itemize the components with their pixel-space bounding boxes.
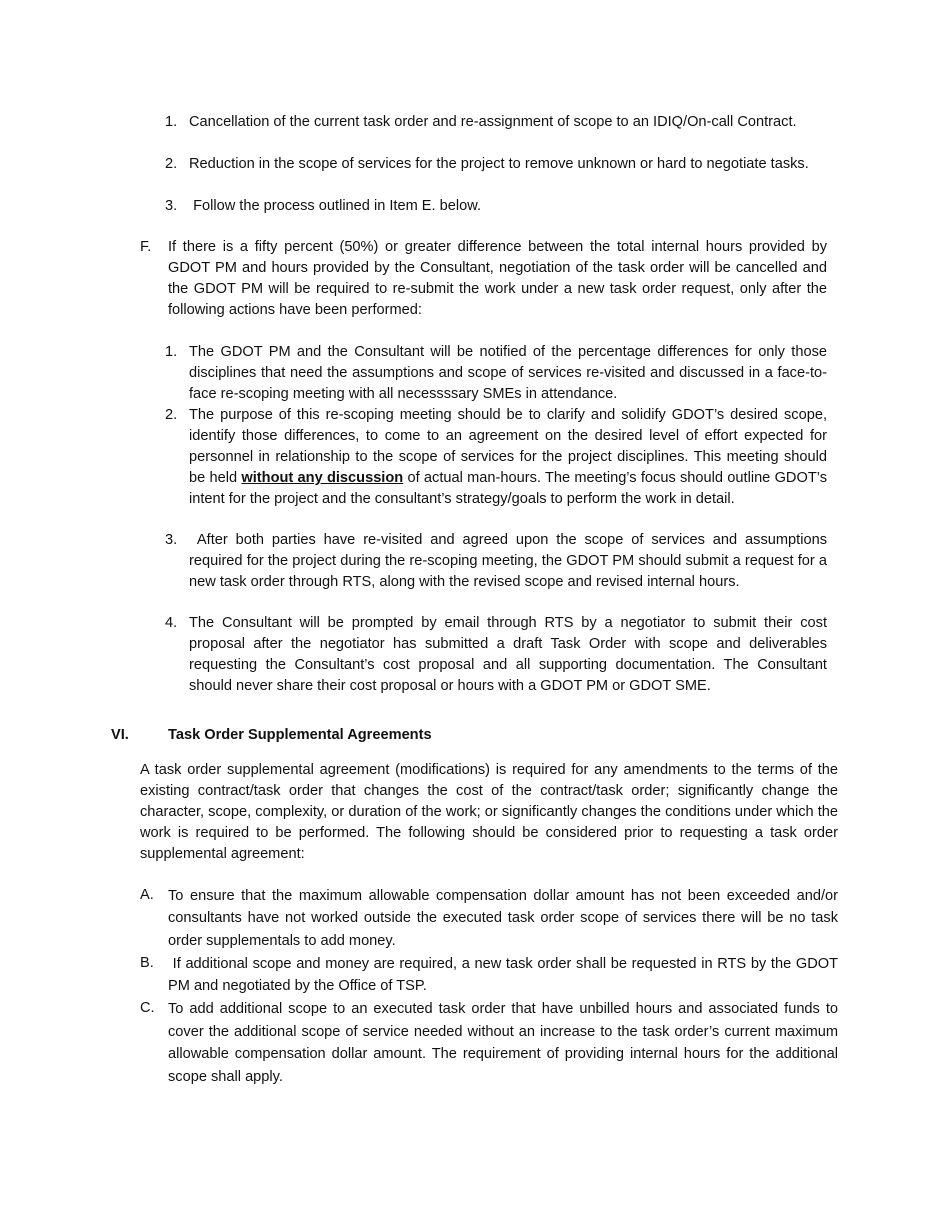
list-item-number: 1.: [165, 344, 178, 360]
list-item: Follow the process outlined in Item E. below.: [189, 198, 482, 214]
section-intro-paragraph: A task order supplemental agreement (modifications) is required for any amendments to the terms of the existing contract/task order that changes the cost of the contract/task order; significantly change the character, scope, complexity, or duration of the work; or significantly changes the conditions under which the work is required to be performed. The following should be considered prior to requesting a task order supplemental agreement:: [140, 762, 838, 862]
emphasis-text: without any discussion: [241, 469, 404, 486]
list-item-number: 2.: [165, 156, 178, 172]
item-f-text: If there is a fifty percent (50%) or greater difference between the total internal hours provided by GDOT PM and hours provided by the Consultant, negotiation of the task order will be cancelled and the GDOT PM will be required to re-submit the work under a new task order request, only after the following actions have been performed:: [168, 239, 827, 318]
list-item-letter: B.: [140, 955, 154, 971]
list-item: The GDOT PM and the Consultant will be notified of the percentage differences for only those disciplines that need the assumptions and scope of services re-visited and discussed in a face-to-face re-scoping meeting with all necessssary SMEs in attendance.: [189, 344, 827, 402]
list-item-number: 2.: [165, 407, 178, 423]
list-item: After both parties have re-visited and agreed upon the scope of services and assumptions required for the project during the re-scoping meeting, the GDOT PM should submit a request for a new task order through RTS, along with the revised scope and revised internal hours.: [189, 532, 832, 590]
item-letter: F.: [140, 239, 152, 255]
list-item-number: 1.: [165, 114, 178, 130]
list-item: [189, 405, 827, 510]
list-item-text: of actual man-hours. The meeting’s focus should outline GDOT’s intent for the project and the consultant’s strategy/goals to perform the work in detail.: [189, 469, 828, 507]
list-item: To add additional scope to an executed task order that have unbilled hours and associated funds to cover the additional scope of service needed without an increase to the task order’s current maximum allowable compensation dollar amount. The requirement of providing internal hours for the additional scope shall apply.: [168, 1001, 838, 1085]
list-item-number: 3.: [165, 198, 178, 214]
list-item: To ensure that the maximum allowable compensation dollar amount has not been exceeded and/or consultants have not worked outside the executed task order scope of services there will be no task order supplementals to add money.: [168, 888, 838, 949]
list-item-letter: A.: [140, 887, 154, 903]
list-item: Cancellation of the current task order and re-assignment of scope to an IDIQ/On-call Contract.: [189, 114, 797, 130]
section-numeral: VI.: [111, 727, 129, 743]
section-title: Task Order Supplemental Agreements: [168, 727, 432, 743]
list-item-number: 4.: [165, 615, 178, 631]
list-item: The Consultant will be prompted by email through RTS by a negotiator to submit their cost proposal after the negotiator has submitted a draft Task Order with scope and deliverables requesting the Consultant’s cost proposal and all supporting documentation. The Consultant should never share their cost proposal or hours with a GDOT PM or GDOT SME.: [189, 615, 827, 694]
list-item-letter: C.: [140, 1000, 155, 1016]
list-item: If additional scope and money are required, a new task order shall be requested in RTS by the GDOT PM and negotiated by the Office of TSP.: [168, 956, 843, 995]
list-item-number: 3.: [165, 532, 178, 548]
list-item: Reduction in the scope of services for the project to remove unknown or hard to negotiate tasks.: [189, 156, 809, 172]
list-item-text: The purpose of this re-scoping meeting should be to clarify and solidify GDOT’s desired scope, identify those differences, to come to an agreement on the desired level of effort expected for personnel in relationship to the scope of services for the project disciplines. This meeting should be held: [189, 407, 827, 486]
